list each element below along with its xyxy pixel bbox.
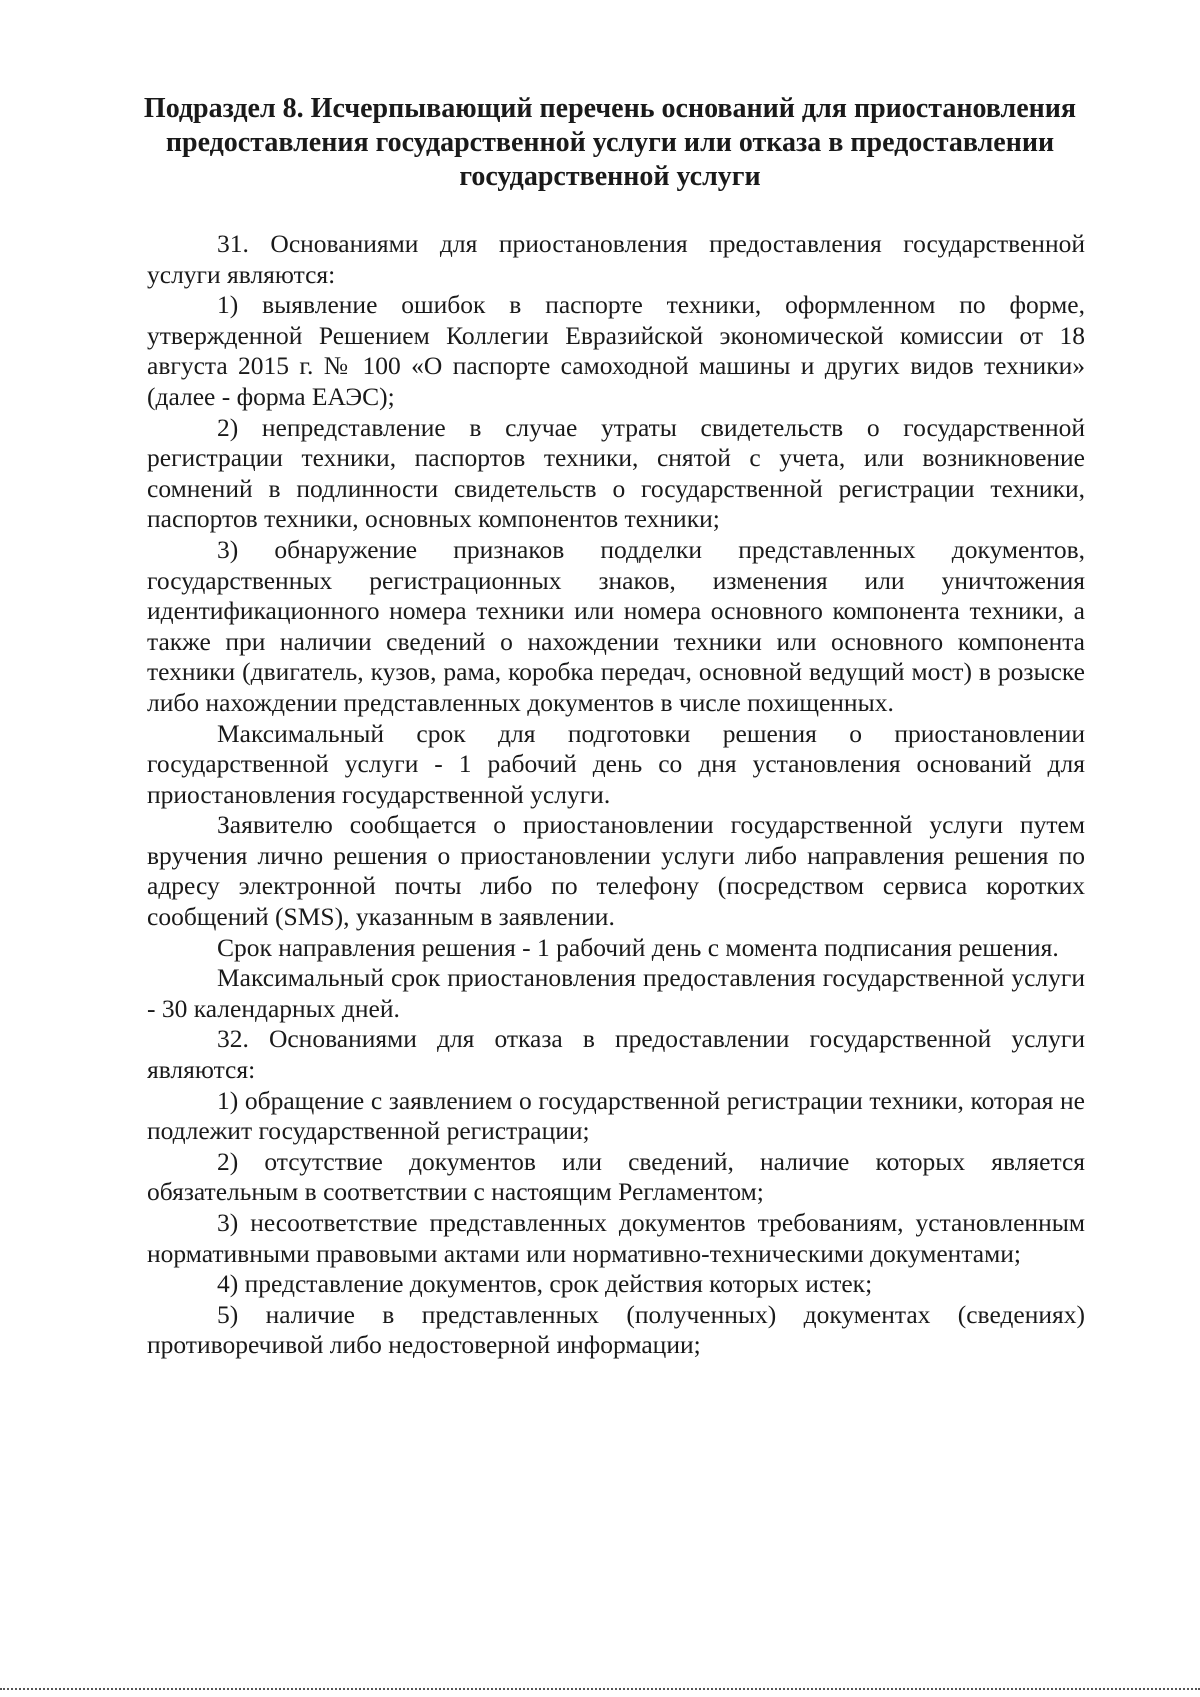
paragraph-31-item-1: 1) выявление ошибок в паспорте техники, оформленном по форме, утвержденной Решением Коллегии Евразийской экономической комиссии от 18 августа 2015 г. № 100 «О паспорте самоходной машины и других видов техники» (далее - форма ЕАЭС); (147, 290, 1085, 411)
heading-line: Подраздел 8. Исчерпывающий перечень оснований для приостановления (143, 93, 1077, 124)
section-heading (140, 92, 1080, 194)
paragraph-send-term: Срок направления решения - 1 рабочий день с момента подписания решения. (217, 932, 1059, 962)
paragraph-32-item-2: 2) отсутствие документов или сведений, наличие которых является обязательным в соответствии с настоящим Регламентом; (147, 1146, 1085, 1207)
paragraph-31-item-2: 2) непредставление в случае утраты свидетельств о государственной регистрации техники, паспортов техники, снятой с учета, или возникновение сомнений в подлинности свидетельств о государственной регистрации техники, паспортов техники, основных компонентов техники; (147, 412, 1085, 534)
paragraph-32-item-3: 3) несоответствие представленных документов требованиям, установленным нормативными правовыми актами или нормативно-техническими документами; (147, 1208, 1085, 1268)
paragraph-max-suspension: Максимальный срок приостановления предоставления государственной услуги - 30 календарных дней. (147, 963, 1085, 1023)
scan-edge-divider (0, 1688, 1200, 1690)
paragraph-32-item-4: 4) представление документов, срок действия которых истек; (217, 1269, 873, 1299)
paragraph-32-item-5: 5) наличие в представленных (полученных) документах (сведениях) противоречивой либо недостоверной информации; (147, 1299, 1085, 1360)
paragraph-32-item-1: 1) обращение с заявлением о государственной регистрации техники, которая не подлежит государственной регистрации; (147, 1085, 1085, 1146)
heading-line: государственной услуги (459, 161, 761, 192)
heading-line: предоставления государственной услуги или отказа в предоставлении (165, 127, 1055, 158)
paragraph-31-intro: 31. Основаниями для приостановления предоставления государственной услуги являются: (147, 229, 1085, 289)
paragraph-notification: Заявителю сообщается о приостановлении государственной услуги путем вручения лично решения о приостановлении услуги либо направления решения по адресу электронной почты либо по телефону (посредством сервиса коротких сообщений (SMS), указанным в заявлении. (147, 810, 1085, 932)
paragraph-31-item-3: 3) обнаружение признаков подделки представленных документов, государственных регистрационных знаков, изменения или уничтожения идентификационного номера техники или номера основного компонента техники, а также при наличии сведений о нахождении техники или основного компонента техники (двигатель, кузов, рама, коробка передач, основной ведущий мост) в розыске либо нахождении представленных документов в числе похищенных. (147, 534, 1085, 717)
document-body (147, 229, 1085, 1361)
paragraph-max-term-decision: Максимальный срок для подготовки решения о приостановлении государственной услуги - 1 рабочий день со дня установления оснований для приостановления государственной услуги. (147, 718, 1085, 809)
paragraph-32-intro: 32. Основаниями для отказа в предоставлении государственной услуги являются: (147, 1024, 1085, 1085)
